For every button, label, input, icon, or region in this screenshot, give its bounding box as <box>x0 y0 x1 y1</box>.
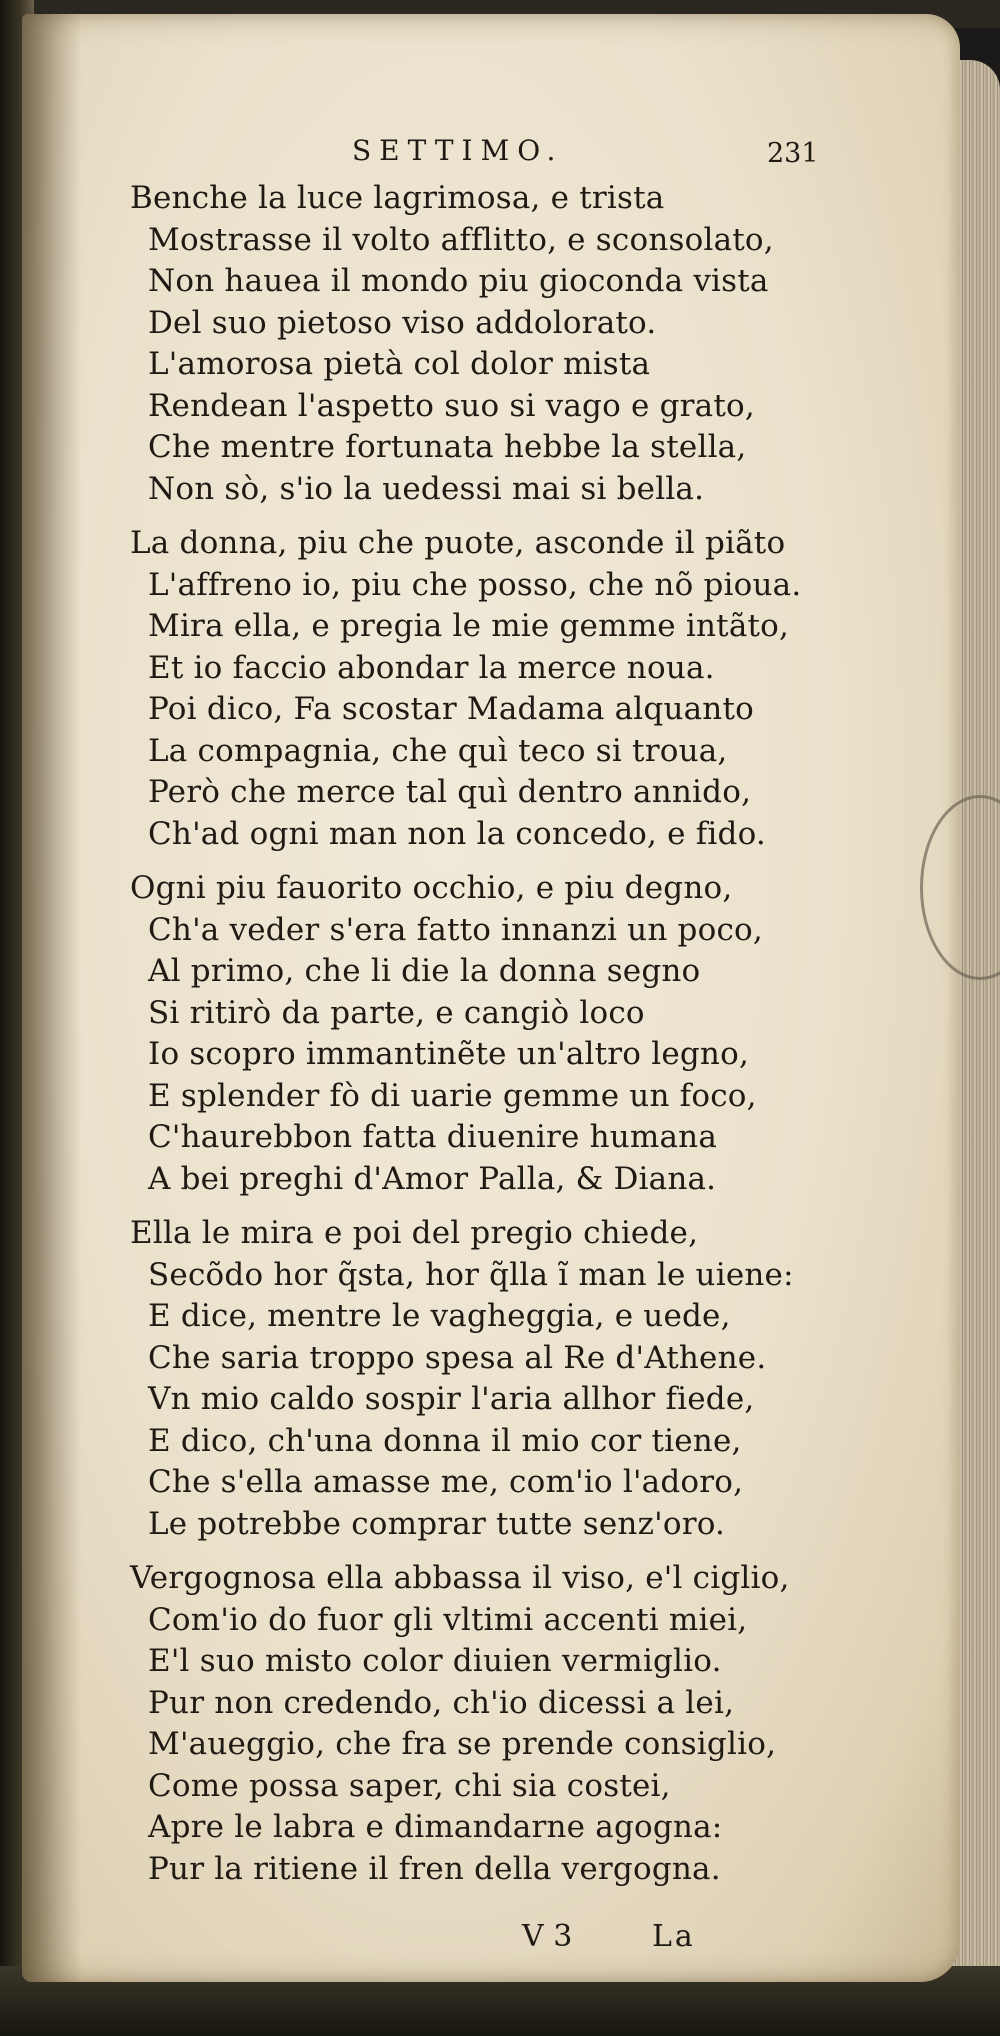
verse-line: Vergognosa ella abbassa il viso, e'l ciglio, <box>130 1560 790 1596</box>
verse-line: E dice, mentre le vagheggia, e uede, <box>148 1298 731 1334</box>
page-footer <box>522 1919 822 1959</box>
verse-line: Io scopro immantinẽte un'altro legno, <box>148 1036 750 1072</box>
verse-line: E'l suo misto color diuien vermiglio. <box>148 1643 722 1679</box>
verse-line: Che saria troppo spesa al Re d'Athene. <box>148 1339 767 1376</box>
verse-line: Però che merce tal quì dentro annido, <box>148 774 752 810</box>
verse-line: Pur non credendo, ch'io dicessi a lei, <box>148 1684 735 1721</box>
verse-line: Com'io do fuor gli vltimi accenti miei, <box>148 1601 748 1638</box>
page-gutter-shadow <box>22 14 82 1982</box>
verse-line: La compagnia, che quì teco si troua, <box>148 732 728 769</box>
running-head: SETTIMO. <box>352 134 564 167</box>
verse-line: E splender fò di uarie gemme un foco, <box>148 1077 757 1114</box>
verse-line: C'haurebbon fatta diuenire humana <box>148 1119 718 1155</box>
book-page <box>22 14 960 1982</box>
verse-line: Mira ella, e pregia le mie gemme intãto, <box>148 608 790 644</box>
verse-line: M'aueggio, che fra se prende consiglio, <box>148 1726 777 1762</box>
verse-line: Si ritirò da parte, e cangiò loco <box>148 994 645 1031</box>
verse-line: L'amorosa pietà col dolor mista <box>148 346 651 382</box>
verse-line: Pur la ritiene il fren della vergogna. <box>148 1850 721 1887</box>
verse-line: Che s'ella amasse me, com'io l'adoro, <box>148 1464 744 1500</box>
verse-line: Che mentre fortunata hebbe la stella, <box>148 429 747 465</box>
verse-line: E dico, ch'una donna il mio cor tiene, <box>148 1422 742 1459</box>
signature-mark: V 3 <box>522 1919 573 1954</box>
verse-line: A bei preghi d'Amor Palla, & Diana. <box>148 1160 717 1197</box>
verse-line: Ogni piu fauorito occhio, e piu degno, <box>130 870 733 906</box>
verse-line: Apre le labra e dimandarne agogna: <box>148 1809 723 1845</box>
verse-line: Mostrasse il volto afflitto, e sconsolato, <box>148 221 774 258</box>
page-number: 231 <box>767 138 819 169</box>
verse-line: Poi dico, Fa scostar Madama alquanto <box>148 691 754 727</box>
verse-line: Rendean l'aspetto suo si vago e grato, <box>148 387 755 424</box>
verse-line: Al primo, che li die la donna segno <box>148 953 701 989</box>
verse-line: Et io faccio abondar la merce noua. <box>148 649 715 686</box>
stanza-2 <box>130 523 801 855</box>
stanza-5 <box>130 1558 801 1890</box>
verse-line: Ch'a veder s'era fatto innanzi un poco, <box>148 911 763 948</box>
verse-line: Benche la luce lagrimosa, e trista <box>130 180 665 216</box>
page-header <box>212 134 852 174</box>
catchword: La <box>652 1919 696 1954</box>
verse-line: Secõdo hor q̃sta, hor q̃lla ĩ man le uiene: <box>148 1256 794 1293</box>
stanza-1 <box>130 178 801 510</box>
verse-line: Non hauea il mondo piu gioconda vista <box>148 263 769 299</box>
verse-line: Del suo pietoso viso addolorato. <box>148 304 657 341</box>
verse-line: Come possa saper, chi sia costei, <box>148 1767 671 1804</box>
verse-line: Ella le mira e poi del pregio chiede, <box>130 1215 699 1251</box>
stanza-3 <box>130 868 801 1200</box>
verse-line: Ch'ad ogni man non la concedo, e fido. <box>148 815 766 852</box>
verse-line: L'affreno io, piu che posso, che nõ pioua. <box>148 566 802 603</box>
stanza-container <box>130 178 801 1903</box>
verse-line: Non sò, s'io la uedessi mai si bella. <box>148 470 705 507</box>
verse-line: Vn mio caldo sospir l'aria allhor fiede, <box>148 1381 755 1417</box>
verse-line: Le potrebbe comprar tutte senz'oro. <box>148 1505 726 1542</box>
verse-line: La donna, piu che puote, asconde il piãto <box>130 525 786 561</box>
stanza-4 <box>130 1213 801 1545</box>
